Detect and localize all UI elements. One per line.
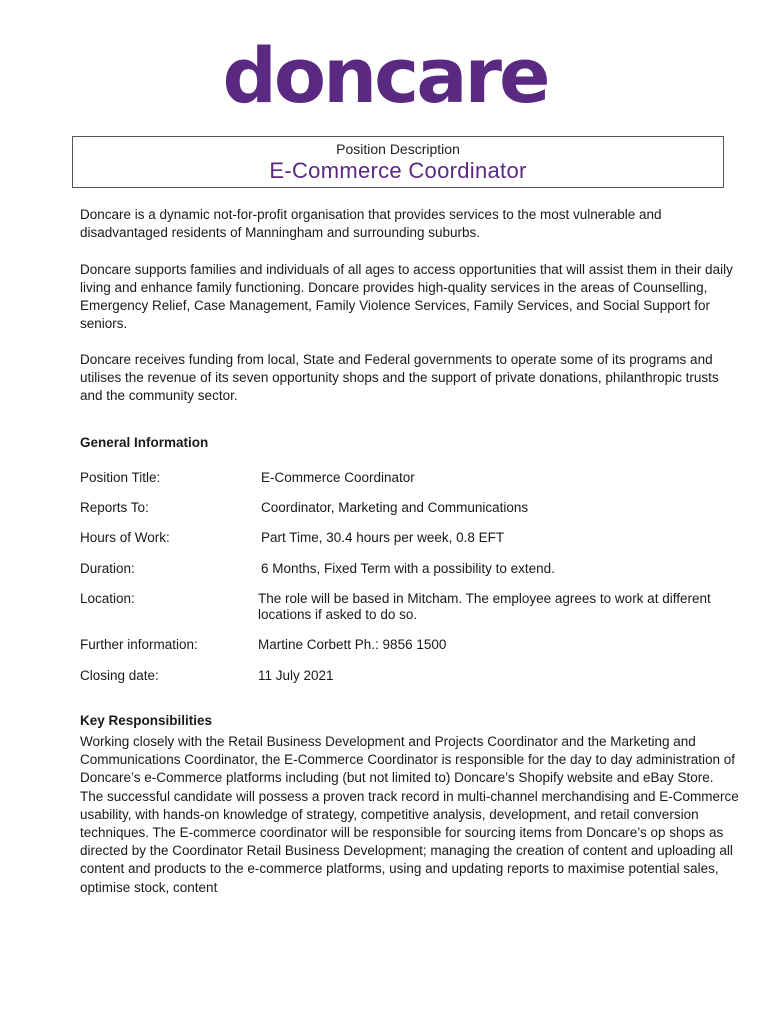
title-box: [72, 136, 724, 188]
info-value: E-Commerce Coordinator: [261, 470, 415, 485]
info-label: Closing date:: [80, 668, 159, 683]
info-label: Hours of Work:: [80, 530, 170, 545]
info-value: Martine Corbett Ph.: 9856 1500: [258, 637, 447, 652]
info-value: Coordinator, Marketing and Communications: [261, 500, 529, 515]
info-label: Duration:: [80, 561, 135, 576]
info-value: Part Time, 30.4 hours per week, 0.8 EFT: [261, 530, 505, 545]
page-title: E-Commerce Coordinator: [269, 158, 527, 183]
info-value: 11 July 2021: [258, 668, 334, 683]
info-value: The role will be based in Mitcham. The employee agrees to work at different locations if asked to do so.: [258, 591, 711, 622]
intro-paragraph-1: Doncare is a dynamic not-for-profit organisation that provides services to the most vulnerable and disadvantaged residents of Manningham and surrounding suburbs.: [80, 207, 662, 240]
info-label: Further information:: [80, 637, 198, 652]
key-responsibilities-heading: Key Responsibilities: [80, 713, 213, 728]
info-value: 6 Months, Fixed Term with a possibility to extend.: [261, 561, 555, 576]
intro-paragraph-2: Doncare supports families and individuals of all ages to access opportunities that will assist them in their daily living and enhance family functioning. Doncare provides high-quality services in the areas of Counselling, Emergency Relief, Case Management, Family Violence Services, Family Services, and Social Support for seniors.: [80, 262, 733, 331]
info-label: Position Title:: [80, 470, 161, 485]
doncare-logo: doncare: [222, 31, 548, 120]
intro-paragraph-3: Doncare receives funding from local, State and Federal governments to operate some of its programs and utilises the revenue of its seven opportunity shops and the support of private donations, philanthropic trusts and the community sector.: [80, 352, 719, 403]
info-label: Reports To:: [80, 500, 149, 515]
general-information-heading: General Information: [80, 435, 209, 450]
document-type: Position Description: [336, 141, 460, 157]
key-responsibilities-text: Working closely with the Retail Business Development and Projects Coordinator and the Marketing and Communications Coordinator, the E-Commerce Coordinator is responsible for the day to day administration of Doncare’s e-Commerce platforms including (but not limited to) Doncare’s Shopify website and eBay Store. The successful candidate will possess a proven track record in multi-channel merchandising and E-Commerce usability, with hands-on knowledge of strategy, competitive analysis, development, and retail conversion techniques. The E-commerce coordinator will be responsible for sourcing items from Doncare’s op shops as directed by the Coordinator Retail Business Development; managing the creation of content and uploading all content and products to the e-commerce platforms, using and updating reports to maximise potential sales, optimise stock, content: [80, 734, 739, 895]
info-label: Location:: [80, 591, 135, 606]
